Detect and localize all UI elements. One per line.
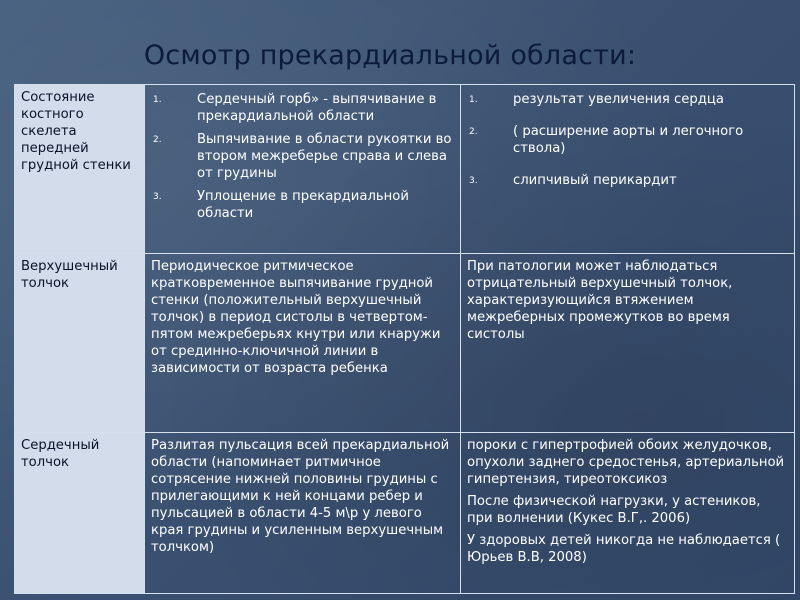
findings-list bbox=[151, 91, 454, 222]
causes-cell bbox=[461, 254, 795, 433]
list-item bbox=[151, 188, 454, 222]
list-item-text: Сердечный горб» - выпячивание в прекардиальной области bbox=[197, 92, 437, 124]
finding-text: Разлитая пульсация всей прекардиальной области (напоминает ритмичное сотрясение нижней половины грудины с прилегающими к ней концами ребер и пульсацией в области 4-5 м\р у левого края грудины и усиленным верхушечным толчком) bbox=[151, 438, 450, 555]
table-row bbox=[15, 85, 795, 254]
row-label-apex-beat: Верхушечный толчок bbox=[15, 254, 145, 433]
list-number: 1. bbox=[469, 95, 478, 105]
list-number: 1. bbox=[153, 95, 162, 105]
list-number: 2. bbox=[469, 127, 478, 137]
list-number: 2. bbox=[153, 135, 162, 145]
cause-text: После физической нагрузки, у астеников, при волнении (Кукес В.Г,. 2006) bbox=[467, 494, 761, 526]
row-label-heart-beat: Сердечный толчок bbox=[15, 433, 145, 594]
cause-text: У здоровых детей никогда не наблюдается ( Юрьев В.В, 2008) bbox=[467, 533, 781, 565]
finding-text: Периодическое ритмическое кратковременное выпячивание грудной стенки (положительный верхушечный толчок) в период систолы в четвертом-пятом межреберьях кнутри или кнаружи от срединно-ключичной линии в зависимости от возраста ребенка bbox=[151, 259, 441, 376]
list-item bbox=[151, 131, 454, 182]
causes-cell bbox=[461, 433, 795, 594]
examination-table bbox=[14, 84, 795, 594]
list-item bbox=[467, 172, 788, 189]
list-item-text: ( расширение аорты и легочного ствола) bbox=[513, 124, 744, 156]
list-item bbox=[151, 91, 454, 125]
list-item bbox=[467, 123, 788, 157]
causes-list bbox=[467, 91, 788, 189]
list-item-text: Уплощение в прекардиальной области bbox=[197, 189, 409, 221]
list-item bbox=[467, 91, 788, 108]
list-item-text: слипчивый перикардит bbox=[513, 173, 677, 188]
list-item-text: Выпячивание в области рукоятки во втором межреберье справа и слева от грудины bbox=[197, 132, 452, 181]
table-row bbox=[15, 433, 795, 594]
slide-title: Осмотр прекардиальной области: bbox=[143, 40, 637, 71]
findings-cell bbox=[145, 85, 461, 254]
list-number: 3. bbox=[153, 192, 162, 202]
table-row bbox=[15, 254, 795, 433]
cause-text: пороки с гипертрофией обоих желудочков, опухоли заднего средостенья, артериальной гипертензия, тиреотоксикоз bbox=[467, 438, 785, 487]
row-label-chest-wall: Состояние костного скелета передней грудной стенки bbox=[15, 85, 145, 254]
list-item-text: результат увеличения сердца bbox=[513, 92, 724, 107]
list-number: 3. bbox=[469, 176, 478, 186]
findings-cell bbox=[145, 254, 461, 433]
cause-text: При патологии может наблюдаться отрицательный верхушечный толчок, характеризующийся втяжением межреберных промежутков во время систолы bbox=[467, 259, 733, 342]
causes-cell bbox=[461, 85, 795, 254]
findings-cell bbox=[145, 433, 461, 594]
